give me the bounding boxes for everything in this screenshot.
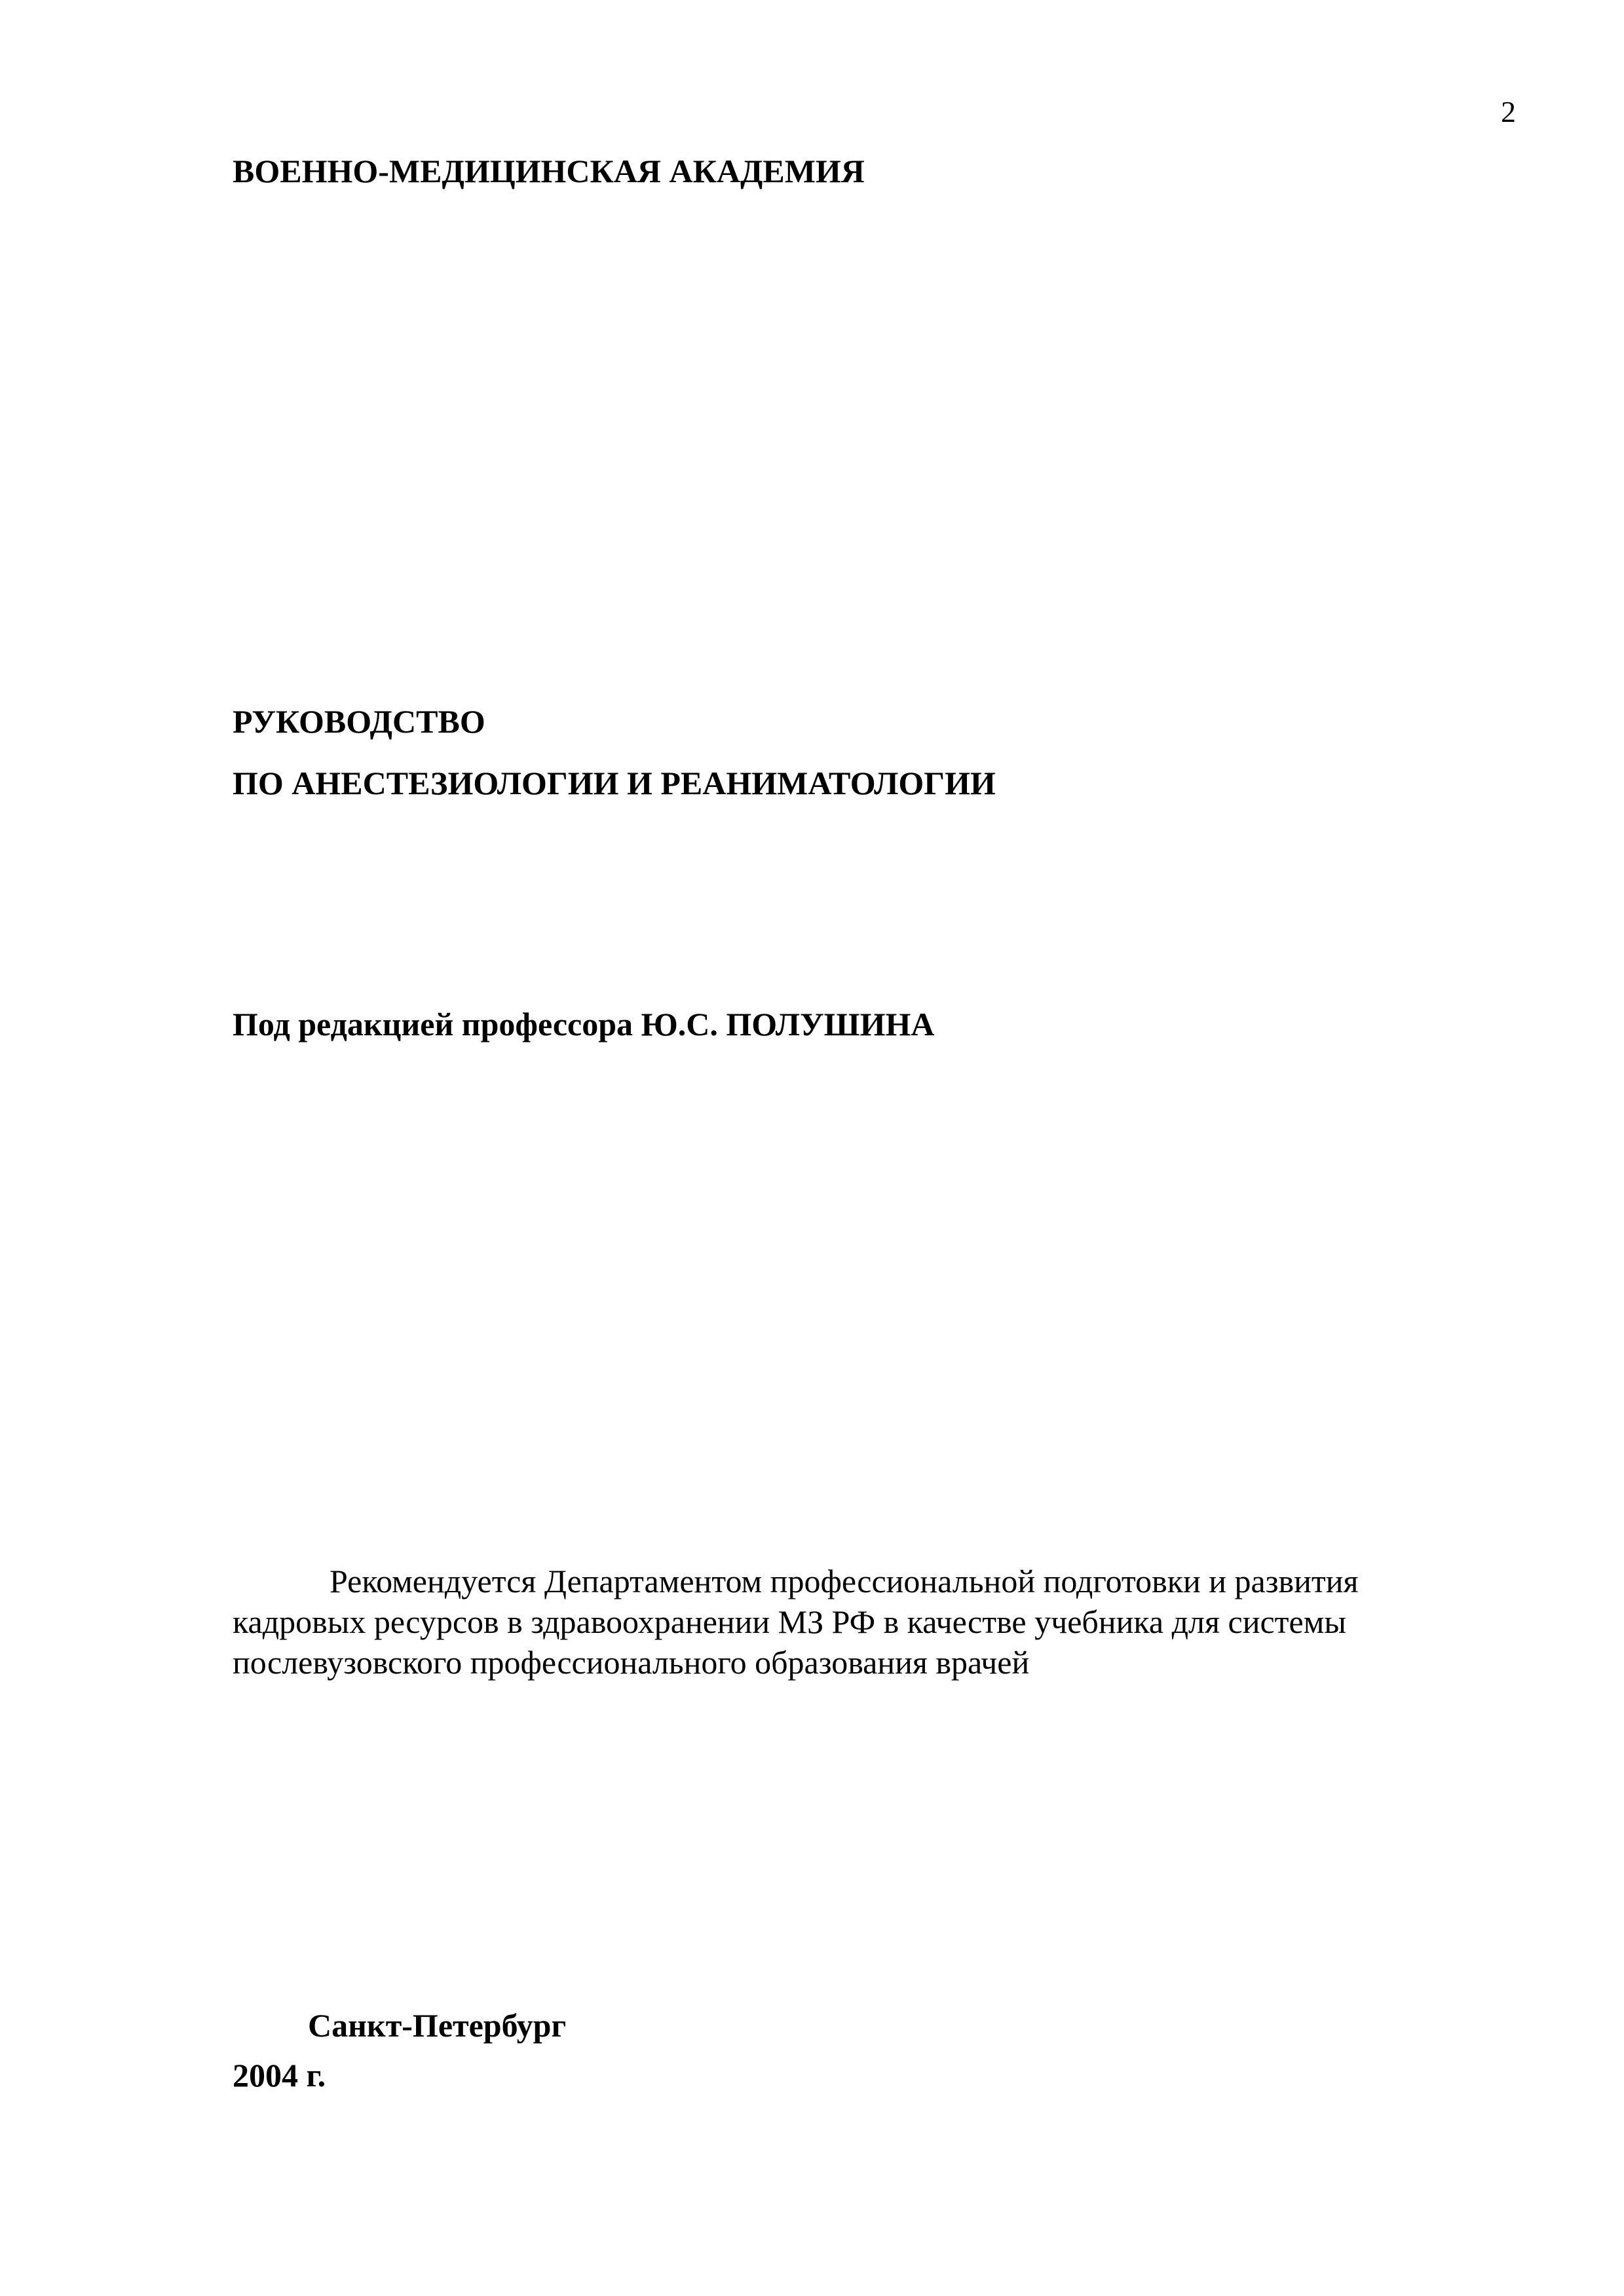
book-title-line-2: ПО АНЕСТЕЗИОЛОГИИ И РЕАНИМАТОЛОГИИ — [233, 765, 996, 801]
editor-line: Под редакцией профессора Ю.С. ПОЛУШИНА — [233, 1006, 935, 1043]
institution-name: ВОЕННО-МЕДИЦИНСКАЯ АКАДЕМИЯ — [233, 153, 865, 189]
publication-year: 2004 г. — [233, 2057, 326, 2094]
recommendation-paragraph — [233, 1561, 1451, 1683]
recommendation-line-1: Рекомендуется Департаментом профессиональной подготовки и развития — [330, 1563, 1359, 1599]
recommendation-line-3: послевузовского профессионального образования врачей — [233, 1644, 1030, 1681]
recommendation-line-2: кадровых ресурсов в здравоохранении МЗ РФ в качестве учебника для системы — [233, 1603, 1346, 1640]
publication-city: Санкт-Петербург — [308, 2007, 567, 2044]
book-title-line-1: РУКОВОДСТВО — [233, 703, 485, 740]
page-number: 2 — [1501, 95, 1516, 128]
